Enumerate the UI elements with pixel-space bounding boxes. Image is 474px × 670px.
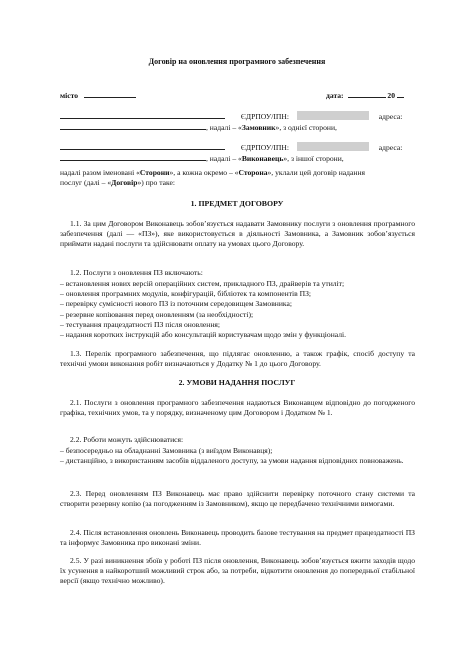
party1-address-label: адреса: (378, 112, 403, 121)
party2-edrpou-field[interactable] (297, 142, 369, 151)
city-blank[interactable] (84, 89, 136, 98)
party1-name-blank[interactable] (60, 110, 225, 119)
party2-row2 (60, 152, 344, 164)
intro-text: ») про таке: (137, 178, 176, 188)
list-item: – тестування працездатності ПЗ після оновлення; (60, 319, 221, 329)
clause-2-3: 2.3. Перед оновленням ПЗ Виконавець має право здійснити перевірку поточного стану системи та створити резервну копію (за погодженням із Замовником), якщо це передбачено технічними вимогами. (60, 489, 415, 509)
party2-edrpou-label: ЄДРПОУ/ІПН: (240, 143, 289, 152)
list-item: – перевірку сумісності нового ПЗ із поточним середовищем Замовника; (60, 299, 292, 309)
clause-2-5: 2.5. У разі виникнення збоїв у роботі ПЗ після оновлення, Виконавець зобов’язується вжити заходів щодо їх усунення в найкоротший можливий строк або, за потреби, відкотити оновлення до попередньої стабільної версії (якщо технічно можливо). (60, 556, 415, 586)
list-item: – встановлення нових версій операційних систем, прикладного ПЗ, драйверів та утиліт; (60, 279, 345, 288)
list-item: – резервне копіювання перед оновленням (за необхідності); (60, 309, 254, 319)
party1-address-blank[interactable] (60, 121, 206, 130)
list-item: – безпосередньо на обладнанні Замовника (з виїздом Виконавця); (60, 446, 273, 455)
intro-term-contract: Договір (111, 178, 138, 188)
party1-hereinafter: , надалі – « (206, 123, 242, 132)
party2-hereinafter: , надалі – « (206, 154, 242, 163)
party1-tail: », з однієї сторони, (275, 123, 337, 132)
clause-2-2-title: 2.2. Роботи можуть здійснюватися: (70, 435, 184, 444)
party2-tail: », з іншої сторони, (283, 154, 344, 163)
party2-role: Виконавець (241, 154, 284, 163)
party1-edrpou-field[interactable] (297, 111, 369, 120)
intro-term-side: Сторона (238, 168, 268, 177)
date-row (326, 89, 404, 101)
clause-1-2-list (60, 279, 415, 340)
list-item: – оновлення програмних модулів, конфігурацій, бібліотек та компонентів ПЗ; (60, 289, 312, 299)
intro-text: надалі разом іменовані « (60, 168, 140, 177)
list-item: – надання коротких інструкцій або консультацій користувачам щодо змін у функціоналі. (60, 330, 347, 340)
list-item: – дистанційно, з використанням засобів віддаленого доступу, за умови надання відповідних повноважень. (60, 456, 404, 466)
clause-1-3: 1.3. Перелік програмного забезпечення, що підлягає оновленню, а також графік, спосіб доступу та технічні умови виконання робіт визначаються у Додатку № 1 до цього Договору. (60, 349, 415, 369)
city-label: місто (60, 91, 79, 100)
intro-text: послуг (далі – « (60, 178, 112, 188)
intro-text: », а кожна окремо – « (169, 168, 239, 177)
year-blank[interactable] (397, 89, 404, 98)
party1-role: Замовник (241, 123, 276, 132)
intro-term-sides: Сторони (139, 168, 170, 177)
party1-edrpou-label: ЄДРПОУ/ІПН: (240, 112, 289, 121)
party1-row2 (60, 121, 337, 133)
date-label: дата: (326, 91, 344, 100)
year-prefix: 20 (387, 91, 395, 100)
party2-address-label: адреса: (378, 143, 403, 152)
clause-1-2-title: 1.2. Послуги з оновлення ПЗ включають: (70, 268, 203, 277)
clause-2-4: 2.4. Після встановлення оновлень Виконавець проводить базове тестування на предмет працездатності ПЗ та інформує Замовника про виконані зміни. (60, 528, 415, 548)
city-date-row (60, 89, 136, 101)
clause-2-1: 2.1. Послуги з оновлення програмного забезпечення надаються Виконавцем відповідно до погодженого графіка, технічних умов, та у порядку, визначеному цим Договором і Додатком № 1. (60, 398, 415, 418)
document-title: Договір на оновлення програмного забезпечення (148, 57, 326, 66)
intro-paragraph (60, 168, 415, 188)
section1-heading: 1. ПРЕДМЕТ ДОГОВОРУ (190, 199, 284, 208)
date-blank[interactable] (348, 89, 386, 98)
clause-1-1: 1.1. За цим Договором Виконавець зобов’язується надавати Замовнику послуги з оновлення програмного забезпечення (далі — «ПЗ»), яке використовується в діяльності Замовника, а Замовник зобов’язується приймати надані послуги та здійснювати оплату на умовах цього Договору. (60, 219, 415, 249)
party2-address-blank[interactable] (60, 152, 206, 161)
clause-2-2-list (60, 446, 415, 466)
party2-name-blank[interactable] (60, 141, 225, 150)
intro-text: », уклали цей договір надання (267, 168, 366, 177)
section2-heading: 2. УМОВИ НАДАННЯ ПОСЛУГ (178, 378, 296, 387)
